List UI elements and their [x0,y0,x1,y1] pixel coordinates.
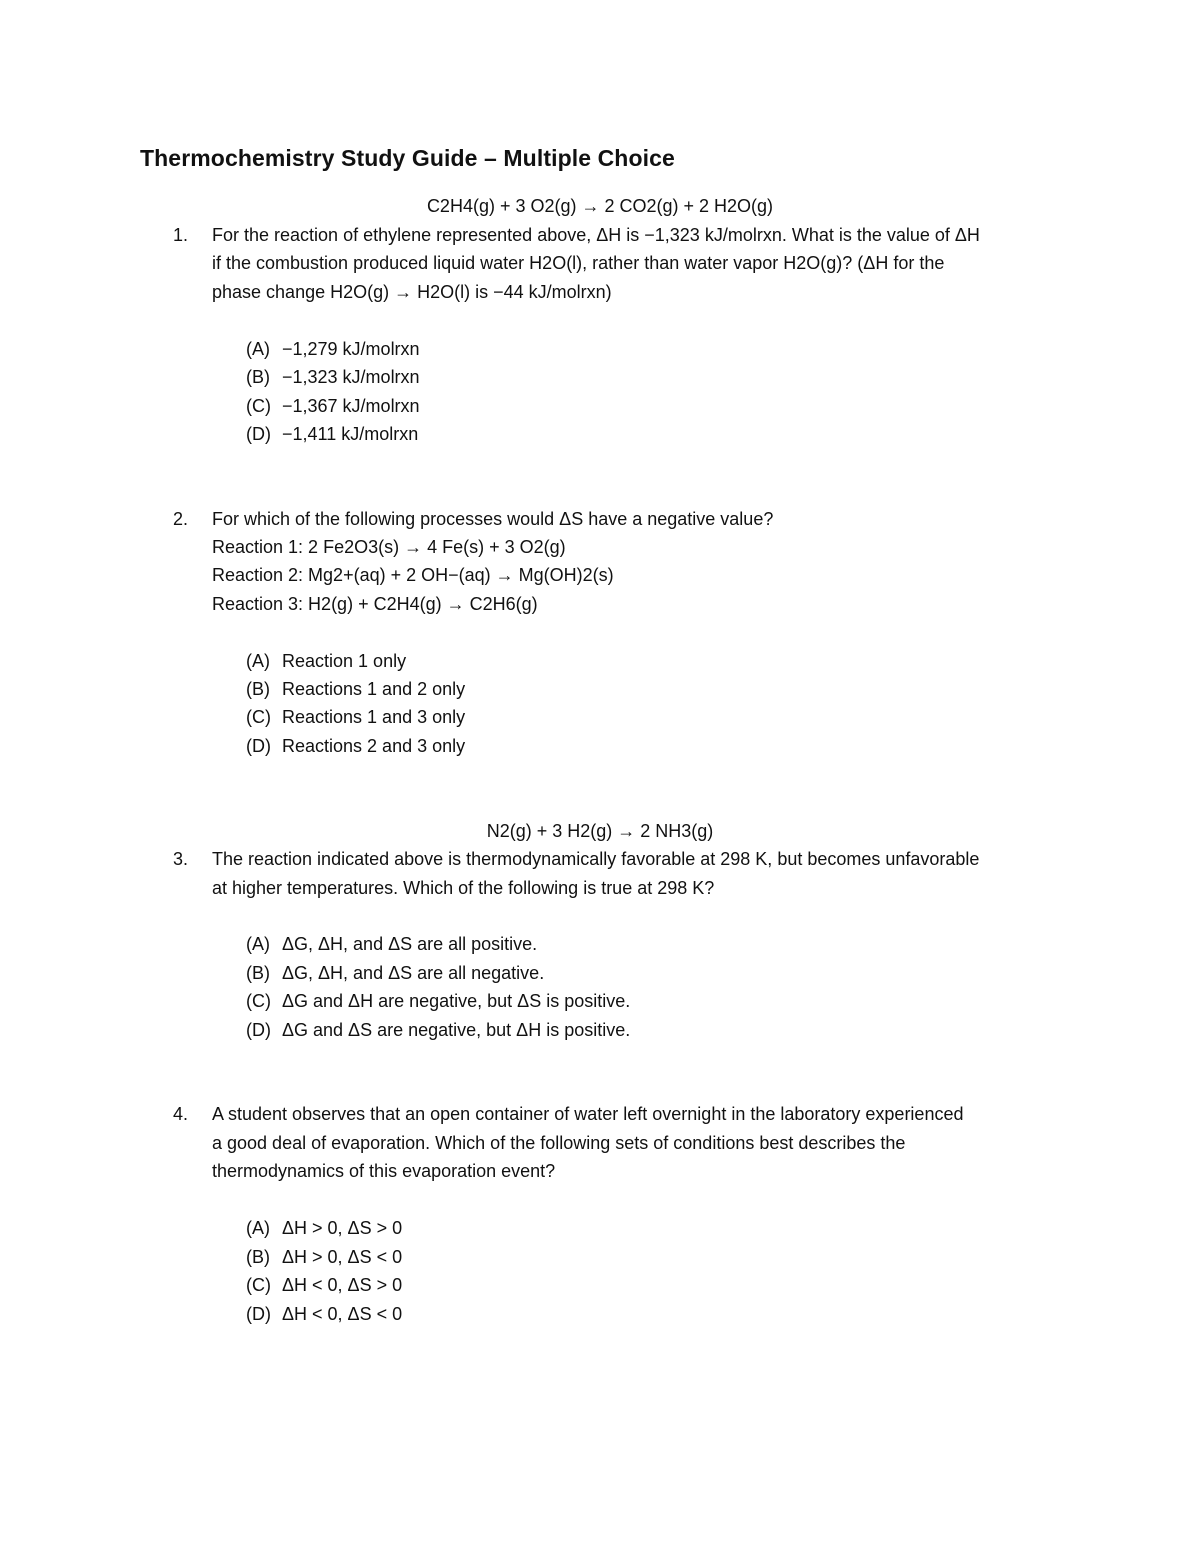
q2-line-1: For which of the following processes would ΔS have a negative value? [212,509,774,529]
q3-line-2: at higher temperatures. Which of the following is true at 298 K? [212,878,715,898]
q1-option-a: (A) −1,279 kJ/molrxn [246,339,420,359]
q4-number: 4. [173,1104,189,1124]
q2-option-c: (C) Reactions 1 and 3 only [246,707,466,727]
q2-option-d: (D) Reactions 2 and 3 only [246,736,466,756]
q4-line-3: thermodynamics of this evaporation event? [212,1161,556,1181]
q1-line-3: phase change H2O(g) → H2O(l) is −44 kJ/molrxn) [212,282,612,302]
q4-option-b: (B) ΔH > 0, ΔS < 0 [246,1247,403,1267]
q3-equation: N2(g) + 3 H2(g) → 2 NH3(g) [486,821,714,841]
q3-line-1: The reaction indicated above is thermodynamically favorable at 298 K, but becomes unfavorable [212,849,980,869]
q2-option-a: (A) Reaction 1 only [246,651,407,671]
q1-line-1: For the reaction of ethylene represented above, ΔH is −1,323 kJ/molrxn. What is the value of ΔH [212,225,980,245]
q4-option-a: (A) ΔH > 0, ΔS > 0 [246,1218,403,1238]
q1-option-c: (C) −1,367 kJ/molrxn [246,396,420,416]
q2-number: 2. [173,509,189,529]
q1-number: 1. [173,225,189,245]
q1-option-b: (B) −1,323 kJ/molrxn [246,367,420,387]
q2-reaction-2: Reaction 2: Mg2+(aq) + 2 OH−(aq) → Mg(OH)2(s) [212,565,614,585]
q2-option-b: (B) Reactions 1 and 2 only [246,679,466,699]
q4-option-c: (C) ΔH < 0, ΔS > 0 [246,1275,403,1295]
q3-option-a: (A) ΔG, ΔH, and ΔS are all positive. [246,934,538,954]
q4-option-d: (D) ΔH < 0, ΔS < 0 [246,1304,403,1324]
q3-number: 3. [173,849,189,869]
q1-line-2: if the combustion produced liquid water H2O(l), rather than water vapor H2O(g)? (ΔH for the [212,253,945,273]
q2-reaction-3: Reaction 3: H2(g) + C2H4(g) → C2H6(g) [212,594,538,614]
q2-reaction-1: Reaction 1: 2 Fe2O3(s) → 4 Fe(s) + 3 O2(g) [212,537,566,557]
q3-option-b: (B) ΔG, ΔH, and ΔS are all negative. [246,963,545,983]
q4-line-2: a good deal of evaporation. Which of the following sets of conditions best describes the [212,1133,906,1153]
q1-equation: C2H4(g) + 3 O2(g) → 2 CO2(g) + 2 H2O(g) [426,196,774,216]
q3-option-c: (C) ΔG and ΔH are negative, but ΔS is positive. [246,991,631,1011]
q1-option-d: (D) −1,411 kJ/molrxn [246,424,419,444]
page-title: Thermochemistry Study Guide – Multiple Choice [140,145,675,171]
q3-option-d: (D) ΔG and ΔS are negative, but ΔH is positive. [246,1020,631,1040]
q4-line-1: A student observes that an open container of water left overnight in the laboratory experienced [212,1104,964,1124]
